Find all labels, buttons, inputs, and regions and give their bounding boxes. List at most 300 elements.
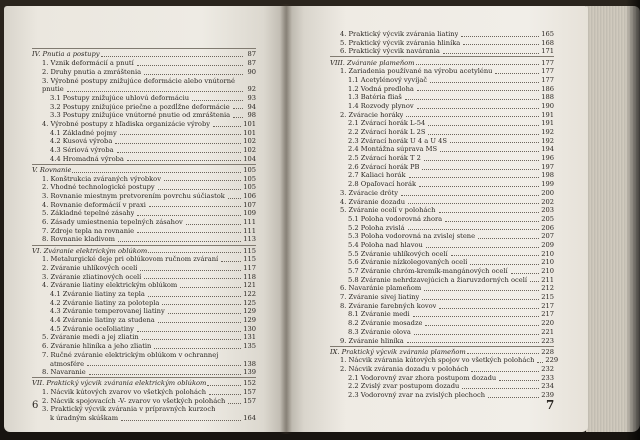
toc-entry bbox=[32, 103, 256, 112]
toc-entry-title: 1. Nácvik zvárania kútových spojov vo všetkých polohách bbox=[340, 356, 535, 365]
dot-leader bbox=[115, 142, 241, 144]
toc-entry bbox=[330, 39, 554, 48]
dot-leader bbox=[137, 330, 241, 332]
toc-entry-page: 191 bbox=[541, 119, 554, 128]
toc-entry-title: 2.3 Zvárací horák U 4 a U 4S bbox=[348, 136, 447, 145]
dot-leader bbox=[137, 231, 241, 233]
toc-entry-page: 177 bbox=[541, 58, 554, 67]
toc-entry-page: 139 bbox=[243, 368, 256, 377]
toc-entry-title: 8. Zváranie farebných kovov bbox=[340, 301, 437, 310]
toc-entry-page: 196 bbox=[541, 154, 554, 163]
toc-entry-title: 5.1 Poloha vodorovná zhora bbox=[348, 214, 443, 223]
toc-entry bbox=[330, 30, 554, 39]
dot-leader bbox=[422, 168, 539, 170]
left-page bbox=[4, 6, 286, 432]
toc-entry bbox=[330, 356, 559, 365]
toc-entry-page: 105 bbox=[243, 183, 256, 192]
dot-leader bbox=[180, 286, 241, 288]
toc-entry-page: 239 bbox=[541, 391, 554, 400]
toc-entry-title: 2.2 Zvislý zvar postupom dozadu bbox=[348, 382, 460, 391]
toc-entry-title: IX. Praktický výcvik zvárania plameňom bbox=[330, 347, 466, 356]
toc-entry-page: 217 bbox=[541, 301, 554, 310]
toc-entry bbox=[330, 258, 554, 267]
dot-leader bbox=[422, 298, 539, 300]
toc-entry-title: 9. Zváranie hliníka bbox=[340, 336, 404, 345]
toc-entry bbox=[32, 77, 256, 86]
toc-entry bbox=[32, 201, 256, 210]
toc-entry bbox=[330, 383, 554, 392]
toc-entry-title: 5. Zváranie medi a jej zliatin bbox=[42, 333, 139, 342]
toc-entry bbox=[330, 137, 554, 146]
toc-entry-page: 220 bbox=[541, 319, 554, 328]
dot-leader bbox=[221, 357, 243, 358]
toc-entry-title: 3. Rovnanie miestnym pretvorením povrchu súčiastok bbox=[42, 191, 225, 200]
dot-leader bbox=[471, 370, 539, 372]
toc-entry-title: 4.5 Zváranie oceľoliatiny bbox=[50, 324, 134, 333]
toc-entry bbox=[32, 192, 256, 201]
toc-entry bbox=[330, 76, 554, 85]
toc-entry-title: 2.1 Vodorovný zvar zhora postupom dozadu bbox=[348, 373, 497, 382]
toc-entry-title: 1.4 Rozvody plynov bbox=[348, 101, 414, 110]
toc-entry-title: 7. Ručné zváranie elektrickým oblúkom v ochrannej bbox=[42, 350, 219, 359]
toc-entry bbox=[32, 351, 256, 360]
toc-entry bbox=[32, 120, 256, 129]
toc-entry bbox=[330, 241, 554, 250]
dot-leader bbox=[233, 116, 243, 118]
toc-entry-title: 4.4 Hromadná výroba bbox=[50, 154, 124, 163]
dot-leader bbox=[72, 171, 241, 173]
toc-entry-title: 5.8 Zváranie nehrdzavejúcich a žiaruvzdorných ocelí bbox=[348, 275, 527, 284]
toc-entry-page: 138 bbox=[243, 359, 256, 368]
toc-entry bbox=[330, 119, 554, 128]
dot-leader bbox=[407, 341, 540, 343]
toc-entry-page: 115 bbox=[243, 246, 256, 255]
chapter-rule bbox=[330, 346, 554, 347]
toc-entry-page: 186 bbox=[541, 84, 554, 93]
toc-entry bbox=[32, 397, 256, 406]
toc-entry-page: 125 bbox=[243, 298, 256, 307]
toc-entry bbox=[330, 365, 554, 374]
toc-entry-title: 6. Praktický výcvik navárania bbox=[340, 47, 440, 56]
toc-entry-title: 1. Metalurgické deje pri oblúkovom ručnom zváraní bbox=[42, 255, 219, 264]
toc-entry bbox=[32, 290, 256, 299]
toc-entry-page: 209 bbox=[541, 240, 554, 249]
dot-leader bbox=[233, 107, 243, 109]
toc-entry-page: 165 bbox=[541, 29, 554, 38]
toc-entry-title: 4.2 Zváranie liatiny za polotepla bbox=[50, 298, 160, 307]
toc-entry-page: 107 bbox=[243, 200, 256, 209]
toc-entry-title: 1.3 Batéria fliaš bbox=[348, 93, 402, 102]
dot-leader bbox=[118, 240, 241, 242]
toc-entry-title: 4.4 Zváranie liatiny za studena bbox=[50, 316, 155, 325]
toc-entry-title: k úradným skúškam bbox=[50, 414, 119, 423]
toc-entry bbox=[330, 198, 554, 207]
toc-entry-title: 3. Výrobné postupy znižujúce deformácie alebo vnútorné bbox=[42, 76, 235, 85]
dot-leader bbox=[207, 384, 241, 386]
toc-entry bbox=[32, 368, 256, 377]
toc-entry-page: 115 bbox=[243, 255, 256, 264]
toc-entry bbox=[32, 406, 256, 415]
toc-entry-title: 3.1 Postupy znižujúce uhlovú deformáciu bbox=[50, 93, 190, 102]
dot-leader bbox=[149, 205, 241, 207]
toc-entry-title: 4. Rovnanie deformácií v praxi bbox=[42, 200, 146, 209]
toc-entry-title: atmosfére bbox=[50, 359, 85, 368]
toc-entry bbox=[330, 250, 554, 259]
toc-entry-page: 210 bbox=[541, 249, 554, 258]
dot-leader bbox=[142, 338, 241, 340]
toc-entry-page: 109 bbox=[243, 209, 256, 218]
dot-leader bbox=[440, 150, 539, 152]
book-gutter bbox=[280, 4, 292, 434]
toc-entry bbox=[330, 284, 554, 293]
toc-entry-page: 217 bbox=[541, 310, 554, 319]
toc-entry-title: 3. Zváracie drôty bbox=[340, 188, 399, 197]
toc-entry bbox=[32, 316, 256, 325]
dot-leader bbox=[470, 263, 539, 265]
toc-entry-page: 190 bbox=[541, 101, 554, 110]
toc-entry bbox=[330, 267, 554, 276]
toc-entry-page: 93 bbox=[247, 93, 256, 102]
dot-leader bbox=[148, 295, 241, 297]
toc-entry-title: VIII. Zváranie plameňom bbox=[330, 58, 415, 67]
dot-leader bbox=[445, 220, 539, 222]
toc-entry-page: 223 bbox=[541, 336, 554, 345]
left-toc-list bbox=[32, 48, 256, 423]
toc-entry bbox=[32, 146, 256, 155]
dot-leader bbox=[67, 90, 243, 92]
toc-entry bbox=[330, 232, 554, 241]
toc-entry-title: 4.3 Sériová výroba bbox=[50, 146, 114, 155]
toc-entry-page: 188 bbox=[541, 93, 554, 102]
toc-entry-page: 212 bbox=[541, 284, 554, 293]
dot-leader bbox=[168, 312, 241, 314]
toc-entry bbox=[32, 183, 256, 192]
toc-entry-page: 130 bbox=[243, 324, 256, 333]
dot-leader bbox=[218, 411, 243, 412]
toc-entry-title: 7. Zdroje tepla na rovnanie bbox=[42, 226, 135, 235]
dot-leader bbox=[467, 352, 540, 354]
toc-entry-page: 229 bbox=[545, 356, 559, 365]
toc-entry-title: 2.5 Zvárací horák T 2 bbox=[348, 154, 421, 163]
dot-leader bbox=[144, 73, 243, 75]
dot-leader bbox=[228, 197, 241, 199]
toc-entry bbox=[32, 255, 256, 264]
toc-entry bbox=[330, 302, 554, 311]
dot-leader bbox=[462, 387, 539, 389]
toc-entry-title: 4.3 Zváranie temperovanej liatiny bbox=[50, 307, 165, 316]
toc-entry-title: 2.7 Kaliaci horák bbox=[348, 171, 406, 180]
chapter-rule bbox=[32, 164, 256, 165]
toc-entry bbox=[330, 391, 554, 400]
dot-leader bbox=[495, 72, 539, 74]
toc-entry bbox=[32, 94, 256, 103]
toc-entry-title: 4.1 Základné pojmy bbox=[50, 128, 117, 137]
toc-entry-page: 104 bbox=[243, 154, 256, 163]
toc-entry bbox=[330, 328, 554, 337]
toc-entry-title: 1.1 Acetylénový vyvíjač bbox=[348, 75, 428, 84]
toc-entry-page: 135 bbox=[243, 342, 256, 351]
toc-entry bbox=[330, 102, 554, 111]
dot-leader bbox=[488, 396, 539, 398]
toc-entry bbox=[330, 276, 554, 285]
toc-entry bbox=[32, 299, 256, 308]
dot-leader bbox=[424, 159, 539, 161]
toc-entry bbox=[330, 154, 554, 163]
dot-leader bbox=[401, 194, 539, 196]
toc-entry bbox=[330, 189, 554, 198]
dot-leader bbox=[164, 179, 241, 181]
dot-leader bbox=[413, 315, 540, 317]
toc-entry bbox=[330, 311, 554, 320]
dot-leader bbox=[416, 63, 540, 65]
toc-entry bbox=[330, 172, 554, 181]
toc-entry bbox=[330, 145, 554, 154]
left-page-number: 6 bbox=[32, 400, 39, 411]
toc-entry-title: 8.3 Zváranie olova bbox=[348, 327, 411, 336]
dot-leader bbox=[186, 223, 241, 225]
toc-entry-title: 5.6 Zváranie nízkolegovaných ocelí bbox=[348, 258, 468, 267]
toc-entry-page: 221 bbox=[541, 327, 554, 336]
toc-entry bbox=[32, 59, 256, 68]
toc-entry-page: 200 bbox=[541, 188, 554, 197]
toc-entry-title: 5.3 Poloha vodorovná na zvislej stene bbox=[348, 232, 476, 241]
dot-leader bbox=[137, 214, 241, 216]
dot-leader bbox=[450, 141, 539, 143]
toc-entry-page: 92 bbox=[247, 85, 256, 94]
dot-leader bbox=[158, 188, 242, 190]
dot-leader bbox=[409, 176, 540, 178]
toc-entry bbox=[330, 206, 554, 215]
toc-entry bbox=[32, 414, 256, 423]
toc-entry-page: 202 bbox=[541, 197, 554, 206]
dot-leader bbox=[461, 35, 539, 37]
toc-entry bbox=[330, 224, 554, 233]
dot-leader bbox=[140, 269, 241, 271]
toc-entry-title: VII. Praktický výcvik zvárania elektrickým oblúkom bbox=[32, 379, 207, 388]
dot-leader bbox=[408, 202, 539, 204]
toc-entry-page: 152 bbox=[243, 379, 256, 388]
toc-entry-title: 1. Zariadenia používané na výrobu acetylénu bbox=[340, 67, 493, 76]
toc-entry bbox=[32, 137, 256, 146]
toc-entry-title: 5.5 Zváranie uhlíkových ocelí bbox=[348, 249, 448, 258]
right-toc-list bbox=[330, 29, 559, 400]
toc-entry-page: 129 bbox=[243, 316, 256, 325]
dot-leader bbox=[89, 373, 242, 375]
dot-leader bbox=[154, 347, 241, 349]
toc-entry-page: 210 bbox=[541, 258, 554, 267]
toc-entry-page: 233 bbox=[541, 373, 554, 382]
toc-entry-title: 5.7 Zváranie chróm-kremík-mangánových ocelí bbox=[348, 267, 508, 276]
toc-entry-title: 3.2 Postupy znižujúce priečne a pozdĺžne deformácie bbox=[50, 102, 230, 111]
dot-leader bbox=[463, 43, 539, 45]
toc-entry-page: 102 bbox=[243, 137, 256, 146]
toc-entry-title: IV. Pnutia a postupy bbox=[32, 50, 100, 59]
toc-entry-page: 87 bbox=[247, 59, 256, 68]
chapter-rule bbox=[32, 245, 256, 246]
toc-entry-page: 232 bbox=[541, 365, 554, 374]
toc-entry-page: 177 bbox=[541, 67, 554, 76]
toc-entry-page: 131 bbox=[243, 333, 256, 342]
dot-leader bbox=[424, 289, 539, 291]
toc-entry-page: 113 bbox=[243, 235, 256, 244]
toc-entry-title: 2.8 Opaľovací horák bbox=[348, 180, 417, 189]
dot-leader bbox=[478, 237, 539, 239]
toc-chapter-heading bbox=[32, 377, 256, 388]
toc-entry-page: 205 bbox=[541, 214, 554, 223]
toc-entry bbox=[32, 235, 256, 244]
toc-entry bbox=[32, 273, 256, 282]
toc-entry bbox=[32, 129, 256, 138]
dot-leader bbox=[117, 151, 242, 153]
right-page-number: 7 bbox=[546, 398, 555, 412]
toc-entry bbox=[330, 337, 554, 346]
toc-entry-page: 192 bbox=[541, 136, 554, 145]
toc-entry-page: 198 bbox=[541, 171, 554, 180]
toc-entry-title: 2.4 Montážna súprava MS bbox=[348, 145, 438, 154]
dot-leader bbox=[120, 133, 241, 135]
toc-entry bbox=[32, 227, 256, 236]
toc-entry-title: 2. Zváracie horáky bbox=[340, 110, 404, 119]
toc-entry-page: 87 bbox=[247, 50, 256, 59]
dot-leader bbox=[121, 419, 241, 421]
dot-leader bbox=[148, 251, 241, 253]
dot-leader bbox=[439, 211, 540, 213]
toc-entry-page: 101 bbox=[243, 119, 256, 128]
toc-entry bbox=[32, 68, 256, 77]
toc-entry-page: 129 bbox=[243, 307, 256, 316]
dot-leader bbox=[511, 272, 540, 274]
toc-entry-title: 2. Vhodné technologické postupy bbox=[42, 183, 155, 192]
toc-entry-title: 2. Druhy pnutia a zmráštenia bbox=[42, 67, 142, 76]
dot-leader bbox=[405, 98, 539, 100]
dot-leader bbox=[414, 333, 539, 335]
dot-leader bbox=[417, 89, 539, 91]
dot-leader bbox=[428, 124, 539, 126]
toc-entry-title: VI. Zváranie elektrickým oblúkom bbox=[32, 246, 148, 255]
toc-entry-title: 8.1 Zváranie medi bbox=[348, 310, 410, 319]
toc-entry bbox=[32, 334, 256, 343]
toc-entry-page: 105 bbox=[243, 174, 256, 183]
toc-entry bbox=[330, 128, 554, 137]
toc-entry-page: 228 bbox=[541, 347, 554, 356]
toc-entry-page: 121 bbox=[243, 281, 256, 290]
toc-entry-page: 122 bbox=[243, 290, 256, 299]
dot-leader bbox=[419, 185, 539, 187]
toc-entry-page: 199 bbox=[541, 180, 554, 189]
toc-entry-title: 6. Zváranie hliníka a jeho zliatin bbox=[42, 342, 152, 351]
toc-entry bbox=[330, 93, 554, 102]
toc-chapter-heading bbox=[330, 346, 554, 357]
dot-leader bbox=[408, 228, 540, 230]
toc-chapter-heading bbox=[32, 48, 256, 59]
toc-entry-page: 210 bbox=[541, 267, 554, 276]
toc-entry-title: 4. Zváranie dozadu bbox=[340, 197, 406, 206]
toc-entry-title: 5.4 Poloha nad hlavou bbox=[348, 240, 423, 249]
toc-entry-title: 5.2 Poloha zvislá bbox=[348, 223, 405, 232]
toc-entry-page: 98 bbox=[247, 111, 256, 120]
dot-leader bbox=[221, 260, 241, 262]
toc-entry-title: 1. Konštrukcia zváraných výrobkov bbox=[42, 174, 161, 183]
toc-entry-title: 7. Zváranie sivej liatiny bbox=[340, 293, 420, 302]
toc-entry bbox=[330, 47, 554, 56]
toc-entry bbox=[330, 215, 554, 224]
dot-leader bbox=[158, 321, 241, 323]
toc-entry bbox=[32, 85, 256, 94]
dot-leader bbox=[499, 379, 539, 381]
toc-entry-page: 191 bbox=[541, 110, 554, 119]
toc-entry-title: 5. Zváranie ocelí v polohách bbox=[340, 206, 436, 215]
dot-leader bbox=[443, 52, 539, 54]
toc-entry-page: 164 bbox=[243, 414, 256, 423]
toc-entry bbox=[330, 85, 554, 94]
toc-entry-page: 194 bbox=[541, 145, 554, 154]
toc-entry bbox=[32, 360, 256, 369]
toc-entry-title: 2. Nácvik spojovacích -V- zvarov vo všetkých polohách bbox=[42, 396, 226, 405]
toc-entry bbox=[32, 175, 256, 184]
toc-entry-page: 206 bbox=[541, 223, 554, 232]
toc-entry bbox=[330, 180, 554, 189]
toc-entry-title: 1. Nácvik kútových zvarov vo všetkých polohách bbox=[42, 388, 207, 397]
toc-entry bbox=[32, 281, 256, 290]
toc-entry bbox=[330, 374, 554, 383]
toc-entry-title: pnutie bbox=[42, 85, 64, 94]
toc-entry-title: 5. Základné tepelné zásahy bbox=[42, 209, 135, 218]
dot-leader bbox=[417, 107, 540, 109]
toc-entry-title: 3. Zváranie zliatinových ocelí bbox=[42, 272, 142, 281]
toc-entry bbox=[32, 342, 256, 351]
toc-entry-title: 4.1 Zváranie liatiny za tepla bbox=[50, 290, 145, 299]
toc-entry-page: 101 bbox=[243, 128, 256, 137]
toc-entry bbox=[330, 293, 554, 302]
toc-entry-title: 2. Nácvik zvárania dozadu v polohách bbox=[340, 365, 469, 374]
toc-chapter-heading bbox=[32, 245, 256, 256]
toc-entry bbox=[32, 155, 256, 164]
chapter-rule bbox=[330, 56, 554, 57]
dot-leader bbox=[238, 82, 244, 83]
toc-entry-page: 168 bbox=[541, 38, 554, 47]
toc-entry-title: 2.2 Zvárací horák L 2S bbox=[348, 128, 426, 137]
toc-entry-page: 102 bbox=[243, 146, 256, 155]
toc-entry-page: 203 bbox=[541, 206, 554, 215]
toc-entry-page: 215 bbox=[541, 293, 554, 302]
right-page bbox=[286, 6, 588, 432]
toc-entry bbox=[330, 111, 554, 120]
toc-chapter-heading bbox=[330, 56, 554, 67]
toc-entry bbox=[32, 111, 256, 120]
toc-entry bbox=[330, 163, 554, 172]
toc-entry-title: V. Rovnanie bbox=[32, 165, 72, 174]
dot-leader bbox=[426, 246, 539, 248]
dot-leader bbox=[213, 125, 241, 127]
dot-leader bbox=[144, 277, 241, 279]
toc-entry-page: 111 bbox=[243, 226, 256, 235]
dot-leader bbox=[87, 364, 241, 366]
toc-entry-title: 8. Navaranie bbox=[42, 368, 86, 377]
dot-leader bbox=[127, 159, 241, 161]
toc-entry-title: 1. Vznik deformácií a pnutí bbox=[42, 59, 134, 68]
edge-shadow bbox=[626, 0, 640, 440]
dot-leader bbox=[430, 81, 539, 83]
toc-entry-title: 4. Zváranie liatiny elektrickým oblúkom bbox=[42, 281, 178, 290]
toc-entry-page: 117 bbox=[243, 263, 256, 272]
dot-leader bbox=[192, 99, 243, 101]
toc-entry-title: 4.2 Kusová výroba bbox=[50, 137, 113, 146]
dot-leader bbox=[162, 303, 241, 305]
dot-leader bbox=[451, 254, 540, 256]
toc-entry-title: 4. Praktický výcvik zvárania liatiny bbox=[340, 29, 459, 38]
toc-entry bbox=[32, 218, 256, 227]
toc-entry bbox=[32, 307, 256, 316]
